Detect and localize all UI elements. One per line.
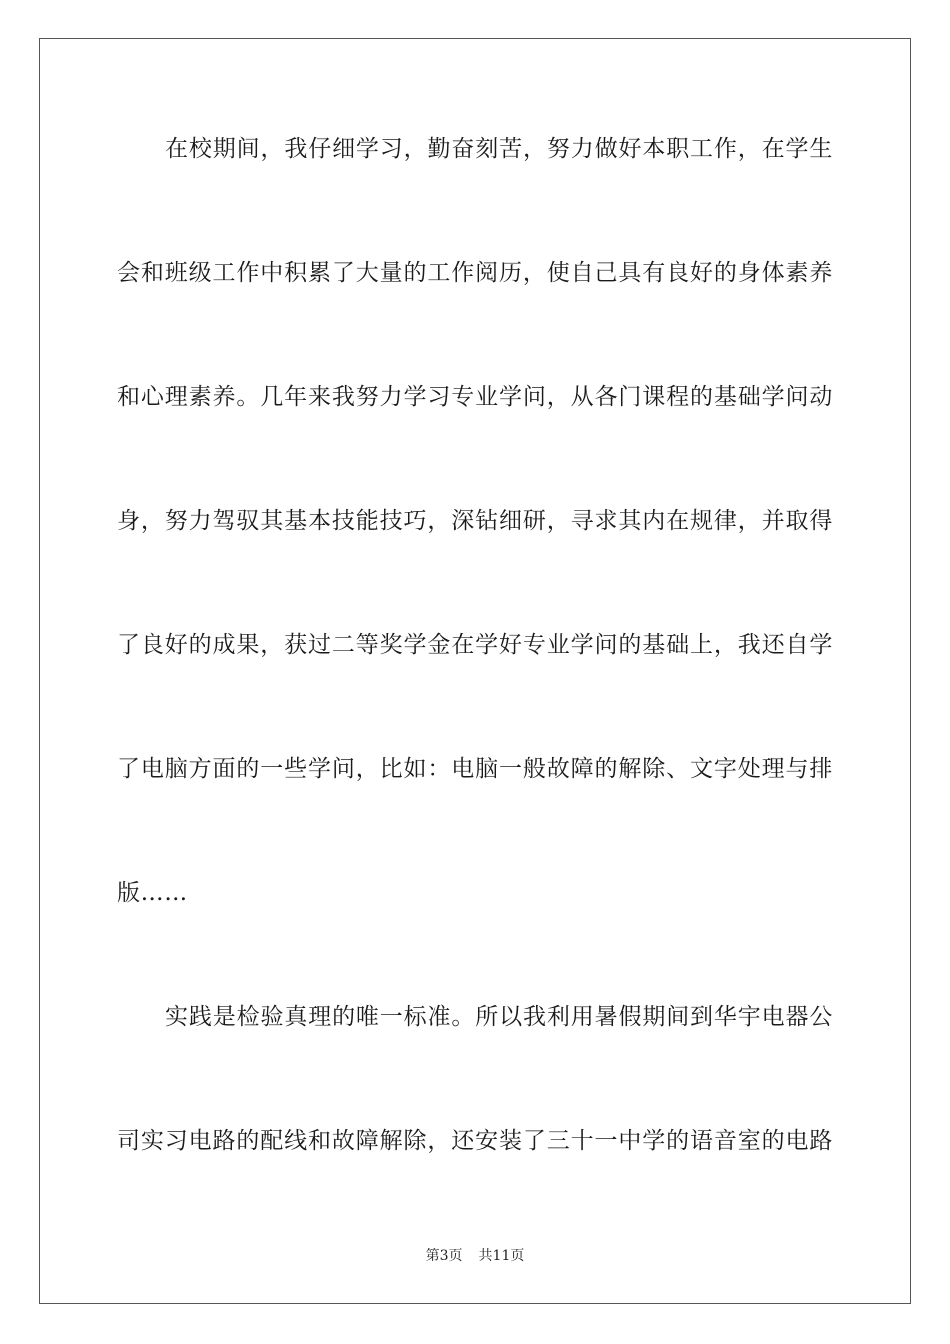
document-body	[117, 118, 833, 1234]
paragraph-1	[117, 118, 833, 925]
page-footer	[0, 1245, 950, 1265]
text-line: 在校期间，我仔细学习，勤奋刻苦，努力做好本职工作，在学生	[165, 136, 833, 162]
text-line: 和心理素养。几年来我努力学习专业学问，从各门课程的基础学问动	[117, 384, 833, 410]
text-line: 了良好的成果，获过二等奖学金在学好专业学问的基础上，我还自学	[117, 632, 833, 658]
text-line: 身，努力驾驭其基本技能技巧，深钻细研，寻求其内在规律，并取得	[117, 508, 833, 534]
paragraph-2	[117, 986, 833, 1173]
text-line: 实践是检验真理的唯一标准。所以我利用暑假期间到华宇电器公	[165, 1004, 833, 1030]
page-number: 第3页	[425, 1248, 463, 1264]
text-line: 了电脑方面的一些学问，比如：电脑一般故障的解除、文字处理与排	[117, 756, 833, 782]
text-line: 会和班级工作中积累了大量的工作阅历，使自己具有良好的身体素养	[117, 260, 833, 286]
text-line: 版……	[117, 880, 188, 906]
page-total: 共11页	[478, 1248, 525, 1264]
text-line: 司实习电路的配线和故障解除，还安装了三十一中学的语音室的电路	[117, 1128, 833, 1154]
